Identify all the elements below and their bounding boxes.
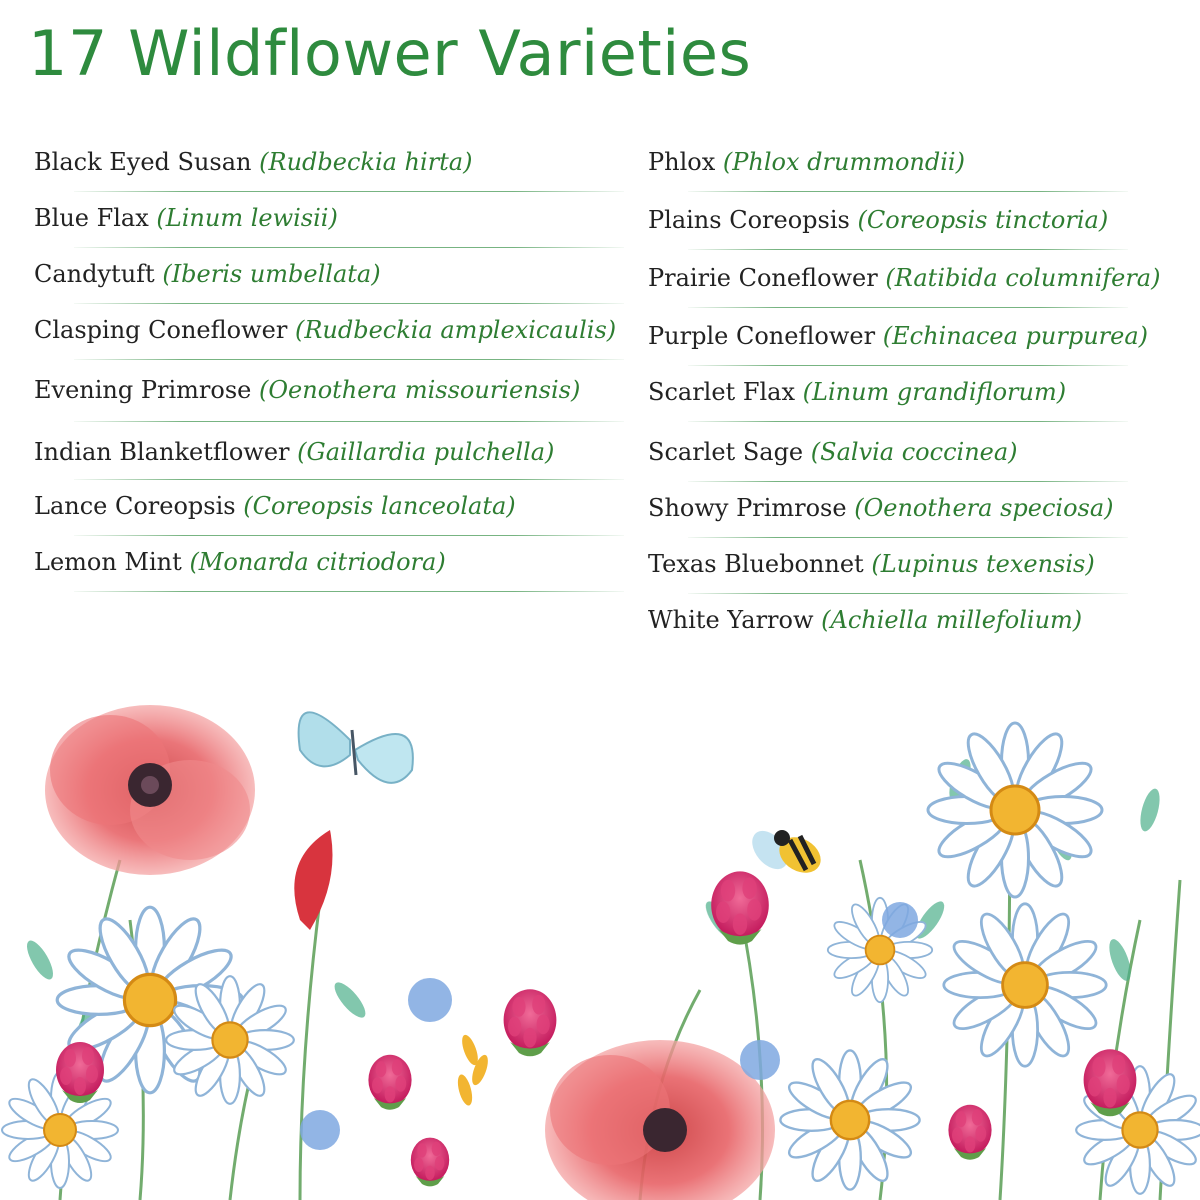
common-name: Indian Blanketflower	[34, 438, 290, 466]
common-name: Blue Flax	[34, 204, 149, 232]
common-name: Prairie Coneflower	[648, 264, 878, 292]
page-title: 17 Wildflower Varieties	[28, 17, 752, 90]
latin-name: (Oenothera speciosa)	[854, 494, 1114, 522]
latin-name: (Ratibida columnifera)	[885, 264, 1161, 292]
latin-name: (Phlox drummondii)	[722, 148, 965, 176]
common-name: Scarlet Sage	[648, 438, 804, 466]
common-name: Texas Bluebonnet	[648, 550, 864, 578]
list-item	[34, 248, 624, 304]
common-name: Candytuft	[34, 260, 155, 288]
list-item	[648, 594, 1128, 650]
list-item	[648, 366, 1128, 422]
common-name: Black Eyed Susan	[34, 148, 252, 176]
latin-name: (Coreopsis lanceolata)	[243, 492, 516, 520]
list-item	[34, 304, 624, 360]
latin-name: (Rudbeckia hirta)	[259, 148, 473, 176]
common-name: Clasping Coneflower	[34, 316, 288, 344]
common-name: White Yarrow	[648, 606, 814, 634]
list-item	[648, 422, 1128, 482]
list-item	[648, 482, 1128, 538]
wildflower-illustration	[0, 660, 1200, 1200]
list-item	[648, 250, 1161, 308]
list-item	[34, 536, 624, 592]
variety-list-left	[34, 136, 624, 592]
latin-name: (Achiella millefolium)	[821, 606, 1083, 634]
latin-name: (Coreopsis tinctoria)	[857, 206, 1109, 234]
latin-name: (Linum grandiflorum)	[802, 378, 1067, 406]
list-item	[34, 360, 624, 422]
common-name: Scarlet Flax	[648, 378, 795, 406]
variety-list-right	[648, 136, 1161, 650]
latin-name: (Oenothera missouriensis)	[259, 376, 581, 404]
common-name: Purple Coneflower	[648, 322, 876, 350]
list-item	[34, 480, 624, 536]
common-name: Lemon Mint	[34, 548, 182, 576]
list-item	[34, 192, 624, 248]
common-name: Lance Coreopsis	[34, 492, 236, 520]
latin-name: (Linum lewisii)	[156, 204, 338, 232]
latin-name: (Lupinus texensis)	[871, 550, 1095, 578]
list-item	[648, 538, 1128, 594]
latin-name: (Gaillardia pulchella)	[297, 438, 555, 466]
common-name: Showy Primrose	[648, 494, 847, 522]
common-name: Evening Primrose	[34, 376, 252, 404]
list-item	[34, 136, 624, 192]
latin-name: (Iberis umbellata)	[162, 260, 381, 288]
latin-name: (Rudbeckia amplexicaulis)	[294, 316, 617, 344]
latin-name: (Echinacea purpurea)	[882, 322, 1149, 350]
latin-name: (Monarda citriodora)	[189, 548, 446, 576]
list-item	[648, 136, 1128, 192]
common-name: Phlox	[648, 148, 716, 176]
list-item	[648, 192, 1128, 250]
latin-name: (Salvia coccinea)	[810, 438, 1018, 466]
common-name: Plains Coreopsis	[648, 206, 850, 234]
list-item	[34, 422, 624, 480]
list-item	[648, 308, 1149, 366]
